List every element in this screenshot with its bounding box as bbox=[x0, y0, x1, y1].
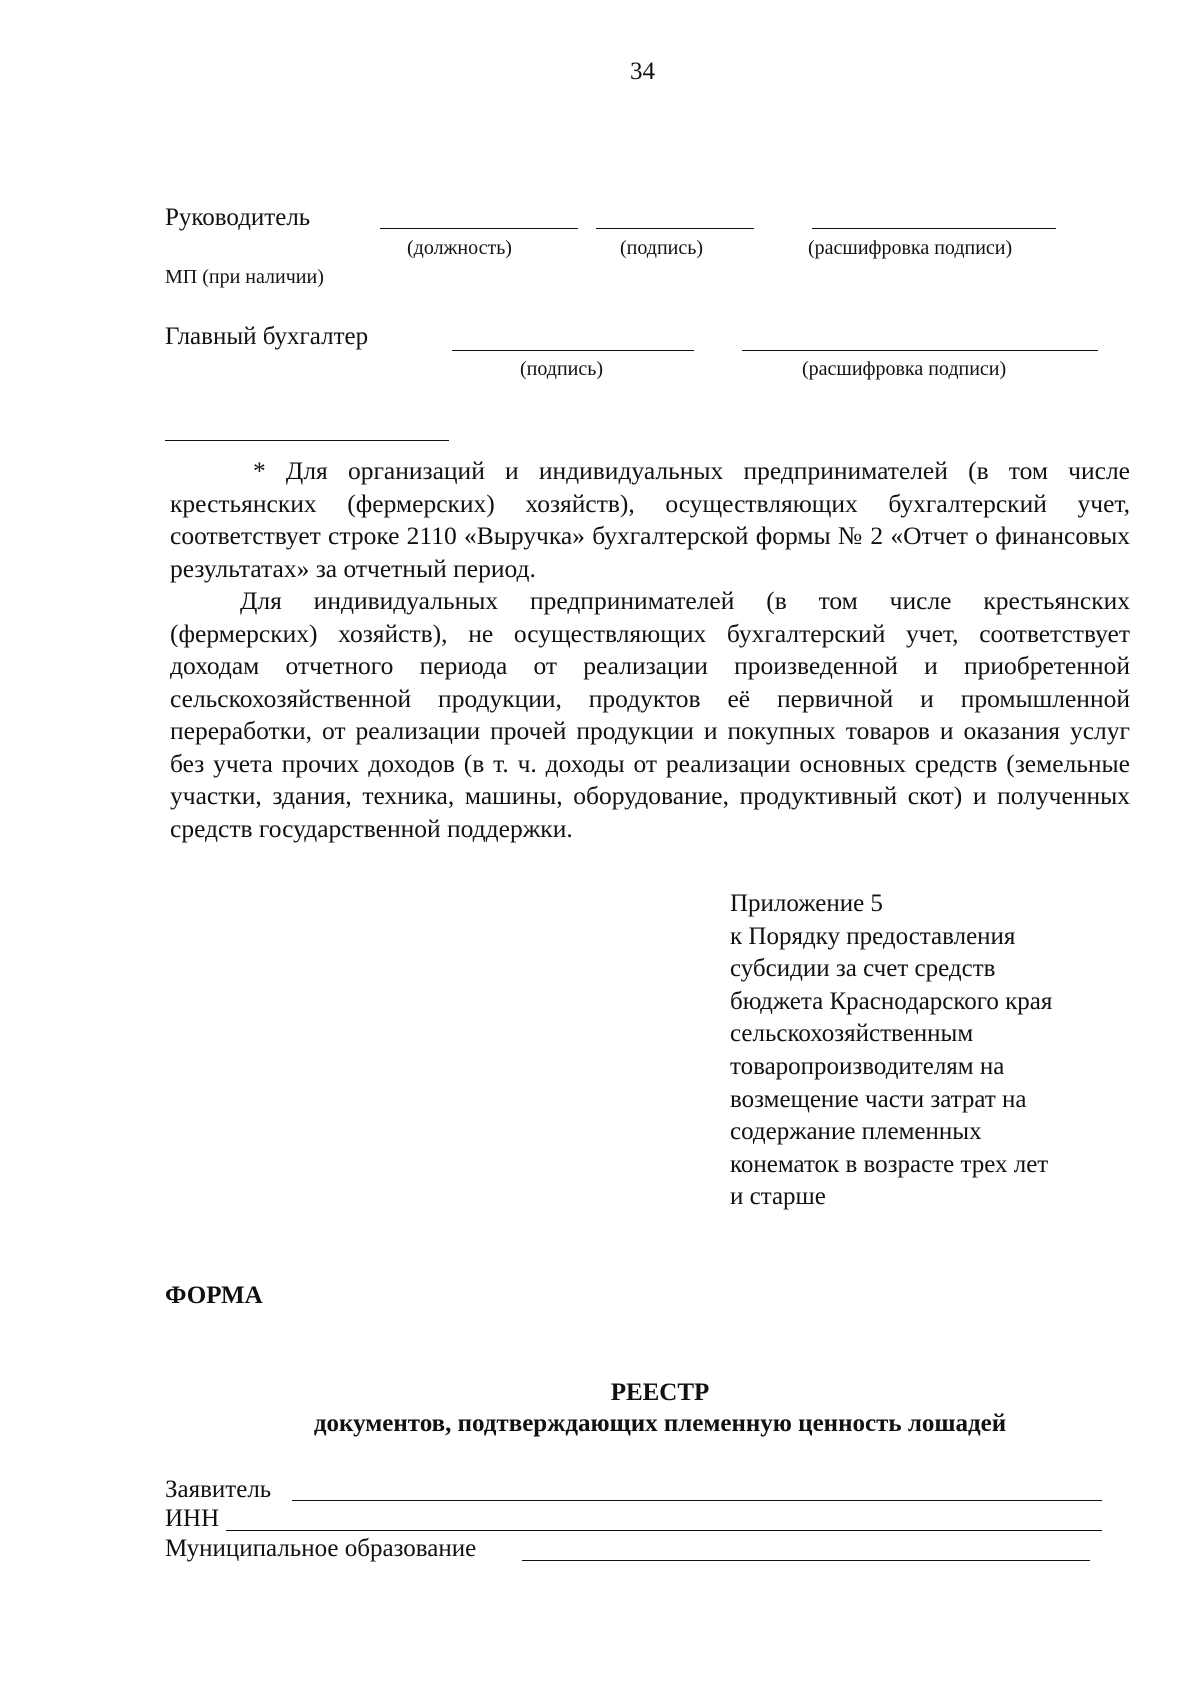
accountant-signature-caption: (подпись) bbox=[520, 358, 604, 380]
decryption-line bbox=[812, 228, 1056, 229]
accountant-decryption-line bbox=[742, 350, 1098, 351]
registry-subtitle: документов, подтверждающих племенную ценность лошадей bbox=[313, 1410, 1007, 1437]
page-number: 34 bbox=[630, 58, 655, 85]
position-line bbox=[380, 228, 578, 229]
registry-title: РЕЕСТР bbox=[610, 1379, 710, 1406]
applicant-label: Заявитель bbox=[165, 1476, 272, 1503]
applicant-field[interactable] bbox=[292, 1500, 1102, 1501]
accountant-signature-line bbox=[452, 350, 694, 351]
accountant-label: Главный бухгалтер bbox=[165, 323, 369, 350]
stamp-label: МП (при наличии) bbox=[165, 266, 324, 288]
decryption-caption: (расшифровка подписи) bbox=[808, 237, 1013, 259]
footnote-separator bbox=[165, 440, 449, 441]
signature-caption: (подпись) bbox=[620, 237, 704, 259]
accountant-decryption-caption: (расшифровка подписи) bbox=[802, 358, 1007, 380]
inn-label: ИНН bbox=[165, 1505, 220, 1532]
footnote-text bbox=[170, 455, 1130, 845]
footnote-paragraph-1: * Для организаций и индивидуальных предпринимателей (в том числе крестьянских (фермерских) хозяйств), осуществляющих бухгалтерский учет, соответствует строке 2110 «Выручка» бухгалтерской формы № 2 «Отчет о финансовых результатах» за отчетный период. bbox=[170, 456, 1130, 583]
form-label: ФОРМА bbox=[165, 1282, 263, 1309]
municipality-field[interactable] bbox=[522, 1560, 1090, 1561]
municipality-label: Муниципальное образование bbox=[165, 1535, 477, 1562]
appendix-note: Приложение 5 к Порядку предоставления субсидии за счет средств бюджета Краснодарского края сельскохозяйственным товаропроизводителям на возмещение части затрат на содержание племенных конематок в возрасте трех лет и старше bbox=[730, 890, 1053, 1211]
footnote-paragraph-2: Для индивидуальных предпринимателей (в том числе крестьянских (фермерских) хозяйств), не осуществляющих бухгалтерский учет, соответствует доходам отчетного периода от реализации произведенной и приобретенной сельскохозяйственной продукции, продуктов её первичной и промышленной переработки, от реализации прочей продукции и покупных товаров и оказания услуг без учета прочих доходов (в т. ч. доходы от реализации основных средств (земельные участки, здания, техника, машины, оборудование, продуктивный скот) и полученных средств государственной поддержки. bbox=[170, 586, 1130, 843]
signature-line bbox=[596, 228, 754, 229]
position-caption: (должность) bbox=[407, 237, 512, 259]
inn-field[interactable] bbox=[226, 1530, 1102, 1531]
head-label: Руководитель bbox=[165, 204, 311, 231]
